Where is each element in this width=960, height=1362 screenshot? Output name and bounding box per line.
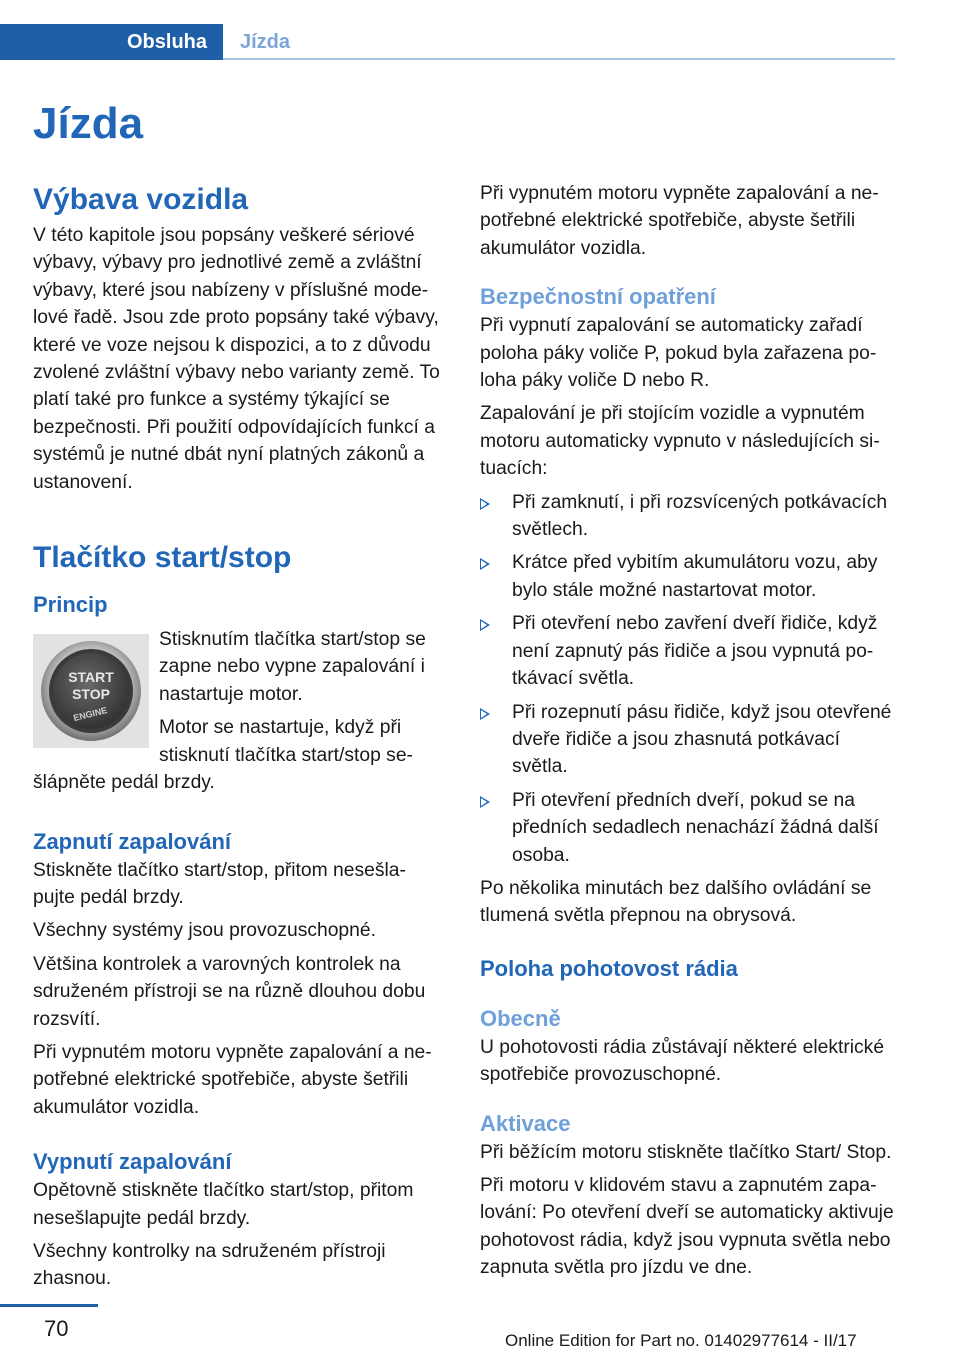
- bullet-triangle-icon: [480, 498, 490, 510]
- right-column: [480, 180, 898, 1282]
- list-item: [480, 787, 898, 869]
- situations-list: [480, 489, 898, 869]
- start-stop-button-icon: [37, 637, 145, 745]
- aktivace-paragraph-2: Při motoru v klidovém stavu a zapnutém zapalování: Po otevření dveří se automaticky aktivuje pohotovost rádia, když jsou vypnuta světla nebo zapnuta světla pro jízdu ve dne.: [480, 1174, 894, 1279]
- heading-tlacitko-start-stop: Tlačítko start/stop: [33, 541, 292, 575]
- list-item: [480, 699, 898, 781]
- heading-aktivace: Aktivace: [480, 1110, 571, 1136]
- list-item-text: Při rozepnutí pásu řidiče, když jsou otevřené dveře řidiče a jsou zhasnutá potkávací světla.: [512, 701, 892, 778]
- tab-divider-line: [223, 58, 895, 60]
- princip-paragraph-1: Stisknutím tlačítka start/stop se zapne nebo vypne zapalování i nastartuje motor.: [159, 629, 426, 705]
- aktivace-paragraph-1: Při běžícím motoru stiskněte tlačítko Start/ Stop.: [480, 1141, 892, 1163]
- bullet-triangle-icon: [480, 796, 490, 808]
- list-item-text: Při otevření nebo zavření dveří řidiče, když není zapnutý pás řidiče a jsou vypnutá potkávací světla.: [512, 613, 878, 690]
- zapnuti-paragraph-3: Většina kontrolek a varovných kontrolek na sdruženém přístroji se na různě dlouhou dobu rozsvítí.: [33, 953, 426, 1030]
- heading-vybava-vozidla: Výbava vozidla: [33, 183, 249, 216]
- left-column: [33, 180, 440, 1293]
- vypnuti-paragraph-2: Všechny kontrolky na sdruženém přístroji zhasnou.: [33, 1240, 386, 1290]
- section-tabbar: [0, 0, 895, 62]
- footer-accent-line: [0, 1304, 98, 1307]
- list-item: [480, 549, 898, 604]
- zapnuti-paragraph-4: Při vypnutém motoru vypněte zapalování a nepotřebné elektrické spotřebiče, abyste šetřili akumulátor vozidla.: [33, 1041, 432, 1118]
- bullet-triangle-icon: [480, 708, 490, 720]
- tab-obsluha[interactable]: Obsluha: [0, 24, 223, 60]
- start-stop-button-image: [33, 634, 149, 748]
- vybava-paragraph: V této kapitole jsou popsány veškeré sériové výbavy, výbavy pro jednotlivé země a zvláštní výbavy, které jsou nabízeny v příslušné modelové řadě. Jsou zde proto popsány také výbavy, které ve voze nejsou k dispozici, a to z důvodu zvolené zvláštní výbavy nebo varianty země. To platí také pro funkce a systémy týkající se bezpečnosti. Při použití odpovídajících funkcí a systémů je nutné dbát nyní platných zákonů a ustanovení.: [33, 225, 440, 493]
- bullet-triangle-icon: [480, 558, 490, 570]
- button-label-engine: ENGINE: [72, 705, 109, 724]
- vypnuti-paragraph-1: Opětovně stiskněte tlačítko start/stop, přitom nesešlapujte pedál brzdy.: [33, 1180, 414, 1229]
- chapter-title: Jízda: [33, 99, 144, 148]
- heading-poloha-pohotovost-radia: Poloha pohotovost rádia: [480, 955, 738, 981]
- list-item-text: Krátce před vybitím akumulátoru vozu, aby bylo stále možné nastartovat motor.: [512, 552, 878, 601]
- heading-vypnuti-zapalovani: Vypnutí zapalování: [33, 1149, 232, 1175]
- zapnuti-paragraph-1: Stiskněte tlačítko start/stop, přitom nesešlapujte pedál brzdy.: [33, 859, 406, 908]
- list-item-text: Při zamknutí, i při rozsvícených potkávacích světlech.: [512, 491, 888, 541]
- intro-paragraph: Při vypnutém motoru vypněte zapalování a nepotřebné elektrické spotřebiče, abyste šetřili akumulátor vozidla.: [480, 183, 879, 259]
- list-item: [480, 610, 898, 692]
- bezpecnostni-paragraph-1: Při vypnutí zapalování se automaticky zařadí poloha páky voliče P, pokud byla zařazena poloha páky voliče D nebo R.: [480, 315, 877, 392]
- princip-paragraph-2: Motor se nastartuje, když při stisknutí tlačítka start/stop sešlápněte pedál brzdy.: [33, 717, 413, 794]
- button-label-start: START: [68, 669, 114, 686]
- bezpecnostni-paragraph-3: Po několika minutách bez dalšího ovládání se tlumená světla přepnou na obrysová.: [480, 877, 872, 927]
- tab-jizda[interactable]: Jízda: [240, 30, 291, 53]
- obecne-paragraph: U pohotovosti rádia zůstávají některé elektrické spotřebiče provozuschopné.: [480, 1036, 885, 1086]
- zapnuti-paragraph-2: Všechny systémy jsou provozuschopné.: [33, 920, 376, 942]
- page-number: 70: [44, 1316, 69, 1341]
- button-label-stop: STOP: [72, 686, 110, 703]
- footer-edition-text: Online Edition for Part no. 01402977614 - II/17: [505, 1331, 857, 1350]
- list-item-text: Při otevření předních dveří, pokud se na předních sedadlech nenachází žádná další osoba.: [512, 789, 879, 866]
- princip-block: [33, 626, 440, 796]
- bullet-triangle-icon: [480, 619, 490, 631]
- heading-bezpecnostni-opatreni: Bezpečnostní opatření: [480, 284, 716, 310]
- list-item: [480, 489, 898, 544]
- bezpecnostni-paragraph-2: Zapalování je při stojícím vozidle a vypnutém motoru automaticky vypnuto v následujících situacích:: [480, 403, 880, 480]
- heading-obecne: Obecně: [480, 1005, 561, 1031]
- heading-zapnuti-zapalovani: Zapnutí zapalování: [33, 828, 232, 854]
- heading-princip: Princip: [33, 592, 108, 618]
